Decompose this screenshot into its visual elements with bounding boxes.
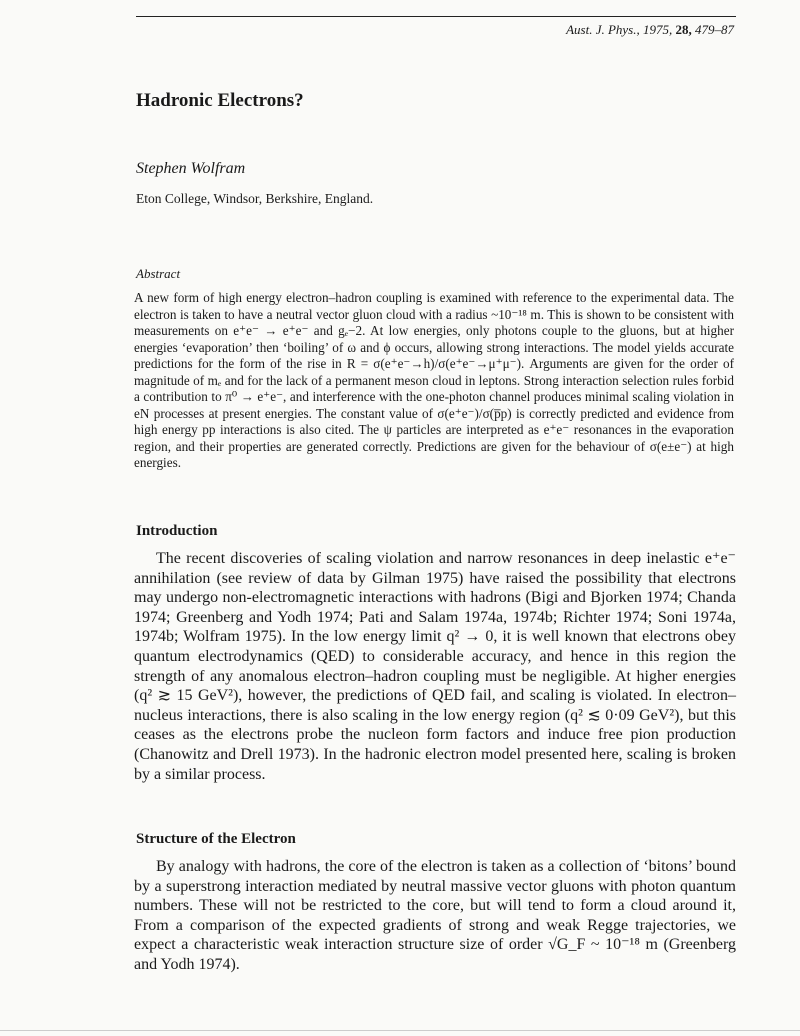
abstract-text: A new form of high energy electron–hadron coupling is examined with reference to the experimental data. The electron is taken to have a neutral vector gluon cloud with a radius ~10⁻¹⁸ m. This is shown to be consistent with measurements on e⁺e⁻ → e⁺e⁻ and gₑ−2. At low energies, only photons couple to the gluons, but at higher energies ‘evaporation’ then ‘boiling’ of ω and ϕ occurs, allowing strong interactions. The model yields accurate predictions for the form of the rise in R = σ(e⁺e⁻→h)/σ(e⁺e⁻→μ⁺μ⁻). Arguments are given for the order of magnitude of mₑ and for the lack of a permanent meson cloud in leptons. Strong interaction selection rules forbid a contribution to π⁰ → e⁺e⁻, and interference with the one-photon channel produces minimal scaling violation in eN processes at present energies. The constant value of σ(e⁺e⁻)/σ(p̅p) is correctly predicted and evidence from high energy pp interactions is also cited. The ψ particles are interpreted as e⁺e⁻ resonances in the evaporation region, and their properties are generated correctly. Predictions are given for the behaviour of σ(e±e⁻) at high energies. bbox=[134, 290, 734, 470]
abstract-heading: Abstract bbox=[136, 266, 181, 281]
page-edge-divider bbox=[0, 1030, 800, 1031]
journal-year: 1975, bbox=[643, 22, 673, 37]
top-rule bbox=[136, 16, 736, 17]
journal-name: Aust. J. Phys., bbox=[566, 22, 640, 37]
section-heading-structure: Structure of the Electron bbox=[136, 831, 296, 847]
journal-pages: 479–87 bbox=[695, 22, 734, 37]
journal-volume: 28, bbox=[675, 22, 692, 37]
journal-reference bbox=[566, 22, 734, 38]
section-heading-introduction: Introduction bbox=[136, 523, 218, 539]
author-affiliation: Eton College, Windsor, Berkshire, England. bbox=[136, 191, 374, 206]
paper-title: Hadronic Electrons? bbox=[136, 90, 304, 111]
section-text-structure: By analogy with hadrons, the core of the electron is taken as a collection of ‘bitons’ bound by a superstrong interaction mediated by neutral massive vector gluons with photon quantum numbers. These will not be restricted to the core, but will tend to form a cloud around it, From a comparison of the expected gradients of strong and weak Regge trajectories, we expect a characteristic weak interaction structure size of order √G_F ~ 10⁻¹⁸ m (Greenberg and Yodh 1974). bbox=[134, 858, 736, 973]
author-name: Stephen Wolfram bbox=[136, 160, 246, 177]
section-text-introduction: The recent discoveries of scaling violation and narrow resonances in deep inelastic e⁺e⁻ annihilation (see review of data by Gilman 1975) have raised the possibility that electrons may undergo non-electromagnetic interactions with hadrons (Bigi and Bjorken 1974; Chanda 1974; Greenberg and Yodh 1974; Pati and Salam 1974a, 1974b; Richter 1974; Soni 1974a, 1974b; Wolfram 1975). In the low energy limit q² → 0, it is well known that electrons obey quantum electrodynamics (QED) to considerable accuracy, and hence in this region the strength of any anomalous electron–hadron coupling must be negligible. At higher energies (q² ≳ 15 GeV²), however, the predictions of QED fail, and scaling is violated. In electron–nucleus interactions, there is also scaling in the low energy region (q² ≲ 0·09 GeV²), but this ceases as the electrons probe the nucleon form factors and induce free pion production (Chanowitz and Drell 1973). In the hadronic electron model presented here, scaling is broken by a similar process. bbox=[134, 550, 736, 783]
